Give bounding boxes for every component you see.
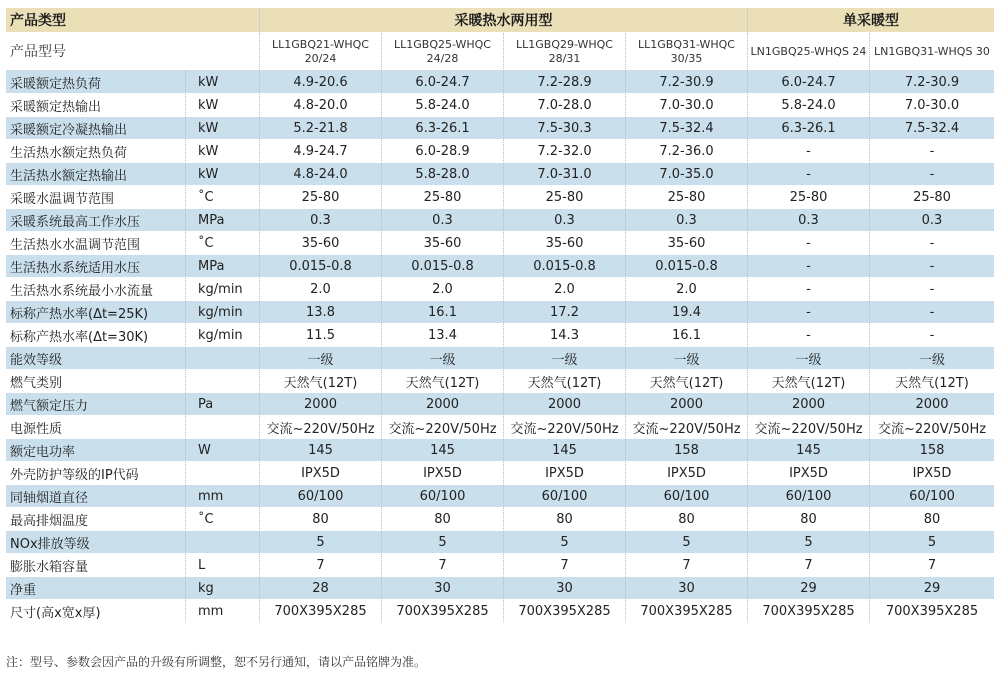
spec-value: - xyxy=(748,255,870,278)
spec-value: 60/100 xyxy=(260,485,382,508)
spec-unit: kW xyxy=(186,94,260,117)
spec-value: 7.5-32.4 xyxy=(626,117,748,140)
spec-value: 7.0-28.0 xyxy=(504,94,626,117)
model-cell: LN1GBQ25-WHQS 24 xyxy=(748,33,870,71)
spec-value: 一级 xyxy=(260,347,382,370)
spec-row xyxy=(6,416,994,439)
spec-value: 17.2 xyxy=(504,301,626,324)
spec-value: 145 xyxy=(504,439,626,462)
spec-row xyxy=(6,485,994,508)
spec-value: 交流~220V/50Hz xyxy=(260,416,382,439)
spec-unit: ˚C xyxy=(186,508,260,531)
spec-value: 35-60 xyxy=(504,232,626,255)
spec-value: 700X395X285 xyxy=(260,600,382,623)
spec-value: 2000 xyxy=(382,393,504,416)
spec-value: 7 xyxy=(626,554,748,577)
spec-value: 5 xyxy=(748,531,870,554)
spec-value: - xyxy=(748,232,870,255)
spec-value: 700X395X285 xyxy=(382,600,504,623)
model-cell: LL1GBQ31-WHQC 30/35 xyxy=(626,33,748,71)
spec-value: - xyxy=(748,163,870,186)
spec-unit: kg xyxy=(186,577,260,600)
spec-value: 80 xyxy=(748,508,870,531)
spec-value: 158 xyxy=(626,439,748,462)
spec-row xyxy=(6,232,994,255)
spec-row xyxy=(6,370,994,393)
spec-value: 7 xyxy=(870,554,994,577)
spec-value: 7.0-30.0 xyxy=(870,94,994,117)
spec-value: 7.5-32.4 xyxy=(870,117,994,140)
spec-value: 158 xyxy=(870,439,994,462)
spec-value: 6.3-26.1 xyxy=(382,117,504,140)
spec-row xyxy=(6,554,994,577)
header-row xyxy=(6,8,994,33)
spec-value: 一级 xyxy=(748,347,870,370)
spec-value: 7.2-28.9 xyxy=(504,71,626,94)
spec-unit: kW xyxy=(186,140,260,163)
product-type-header: 产品类型 xyxy=(6,8,260,33)
spec-value: 25-80 xyxy=(870,186,994,209)
spec-name: 生活热水额定热负荷 xyxy=(6,140,186,163)
spec-value: 2000 xyxy=(870,393,994,416)
spec-value: 5 xyxy=(870,531,994,554)
spec-value: IPX5D xyxy=(382,462,504,485)
spec-unit xyxy=(186,347,260,370)
spec-row xyxy=(6,186,994,209)
spec-value: - xyxy=(870,278,994,301)
spec-row xyxy=(6,209,994,232)
spec-value: 29 xyxy=(870,577,994,600)
spec-value: 5 xyxy=(260,531,382,554)
spec-value: 0.3 xyxy=(382,209,504,232)
spec-unit: kg/min xyxy=(186,278,260,301)
spec-value: 天然气(12T) xyxy=(504,370,626,393)
spec-value: 一级 xyxy=(504,347,626,370)
spec-value: 天然气(12T) xyxy=(382,370,504,393)
spec-value: 5 xyxy=(626,531,748,554)
spec-unit xyxy=(186,416,260,439)
spec-row xyxy=(6,393,994,416)
spec-value: 25-80 xyxy=(260,186,382,209)
spec-value: 16.1 xyxy=(626,324,748,347)
spec-name: 采暖额定冷凝热输出 xyxy=(6,117,186,140)
spec-unit: kg/min xyxy=(186,324,260,347)
spec-value: IPX5D xyxy=(626,462,748,485)
spec-value: 0.3 xyxy=(260,209,382,232)
spec-name: 生活热水水温调节范围 xyxy=(6,232,186,255)
spec-value: - xyxy=(748,301,870,324)
spec-value: IPX5D xyxy=(504,462,626,485)
spec-value: IPX5D xyxy=(748,462,870,485)
spec-value: 4.8-20.0 xyxy=(260,94,382,117)
spec-value: 60/100 xyxy=(504,485,626,508)
spec-row xyxy=(6,301,994,324)
spec-body xyxy=(6,71,994,623)
spec-value: 7.2-30.9 xyxy=(626,71,748,94)
spec-row xyxy=(6,439,994,462)
spec-value: 2000 xyxy=(260,393,382,416)
spec-row xyxy=(6,117,994,140)
spec-value: 5.8-24.0 xyxy=(748,94,870,117)
spec-value: 25-80 xyxy=(382,186,504,209)
spec-value: 0.015-0.8 xyxy=(504,255,626,278)
spec-unit: L xyxy=(186,554,260,577)
spec-value: 700X395X285 xyxy=(748,600,870,623)
spec-unit: kW xyxy=(186,163,260,186)
spec-row xyxy=(6,71,994,94)
spec-value: 6.0-24.7 xyxy=(748,71,870,94)
spec-value: 2000 xyxy=(626,393,748,416)
spec-value: 35-60 xyxy=(260,232,382,255)
spec-value: 30 xyxy=(626,577,748,600)
spec-unit: W xyxy=(186,439,260,462)
spec-value: 11.5 xyxy=(260,324,382,347)
spec-value: 5.2-21.8 xyxy=(260,117,382,140)
spec-row xyxy=(6,508,994,531)
spec-name: 净重 xyxy=(6,577,186,600)
spec-value: 0.015-0.8 xyxy=(626,255,748,278)
spec-value: 80 xyxy=(504,508,626,531)
spec-value: 一级 xyxy=(870,347,994,370)
spec-value: 2.0 xyxy=(626,278,748,301)
model-cell: LN1GBQ31-WHQS 30 xyxy=(870,33,994,71)
spec-name: 采暖额定热负荷 xyxy=(6,71,186,94)
spec-unit: ˚C xyxy=(186,186,260,209)
spec-value: 交流~220V/50Hz xyxy=(748,416,870,439)
spec-row xyxy=(6,255,994,278)
spec-value: 6.0-28.9 xyxy=(382,140,504,163)
spec-name: 最高排烟温度 xyxy=(6,508,186,531)
spec-value: 7 xyxy=(382,554,504,577)
spec-value: 一级 xyxy=(382,347,504,370)
spec-row xyxy=(6,600,994,623)
spec-value: 交流~220V/50Hz xyxy=(626,416,748,439)
spec-row xyxy=(6,278,994,301)
spec-value: - xyxy=(870,232,994,255)
spec-value: - xyxy=(870,255,994,278)
spec-unit: MPa xyxy=(186,209,260,232)
model-cell: LL1GBQ25-WHQC 24/28 xyxy=(382,33,504,71)
spec-unit: ˚C xyxy=(186,232,260,255)
spec-value: 7.0-31.0 xyxy=(504,163,626,186)
spec-value: 4.9-24.7 xyxy=(260,140,382,163)
spec-row xyxy=(6,324,994,347)
spec-value: 0.015-0.8 xyxy=(382,255,504,278)
spec-value: 30 xyxy=(382,577,504,600)
spec-value: 7.0-30.0 xyxy=(626,94,748,117)
spec-table xyxy=(6,8,994,623)
spec-value: 13.8 xyxy=(260,301,382,324)
spec-value: 80 xyxy=(870,508,994,531)
model-cell: LL1GBQ21-WHQC 20/24 xyxy=(260,33,382,71)
spec-name: 生活热水系统适用水压 xyxy=(6,255,186,278)
spec-value: 80 xyxy=(260,508,382,531)
spec-value: 天然气(12T) xyxy=(748,370,870,393)
spec-value: - xyxy=(870,140,994,163)
spec-value: 80 xyxy=(382,508,504,531)
spec-value: 13.4 xyxy=(382,324,504,347)
spec-value: 4.8-24.0 xyxy=(260,163,382,186)
spec-value: 700X395X285 xyxy=(626,600,748,623)
spec-row xyxy=(6,163,994,186)
spec-value: 4.9-20.6 xyxy=(260,71,382,94)
spec-value: 2.0 xyxy=(260,278,382,301)
spec-value: 35-60 xyxy=(626,232,748,255)
spec-value: 0.3 xyxy=(748,209,870,232)
spec-unit xyxy=(186,531,260,554)
spec-value: 14.3 xyxy=(504,324,626,347)
spec-value: IPX5D xyxy=(260,462,382,485)
spec-row xyxy=(6,140,994,163)
model-cell: LL1GBQ29-WHQC 28/31 xyxy=(504,33,626,71)
spec-value: 5 xyxy=(382,531,504,554)
spec-value: 0.3 xyxy=(504,209,626,232)
spec-value: 7.2-30.9 xyxy=(870,71,994,94)
spec-value: - xyxy=(748,140,870,163)
spec-value: 5 xyxy=(504,531,626,554)
spec-row xyxy=(6,462,994,485)
spec-value: 7.0-35.0 xyxy=(626,163,748,186)
spec-value: 2000 xyxy=(504,393,626,416)
spec-value: 5.8-24.0 xyxy=(382,94,504,117)
spec-value: 7 xyxy=(504,554,626,577)
spec-value: 700X395X285 xyxy=(504,600,626,623)
spec-value: 60/100 xyxy=(382,485,504,508)
spec-value: 60/100 xyxy=(626,485,748,508)
footnote: 注：型号、参数会因产品的升级有所调整，恕不另行通知，请以产品铭牌为准。 xyxy=(6,655,427,669)
spec-value: - xyxy=(748,278,870,301)
spec-name: 燃气额定压力 xyxy=(6,393,186,416)
spec-unit: Pa xyxy=(186,393,260,416)
spec-value: 60/100 xyxy=(870,485,994,508)
spec-name: 采暖额定热输出 xyxy=(6,94,186,117)
spec-name: 能效等级 xyxy=(6,347,186,370)
spec-row xyxy=(6,531,994,554)
spec-row xyxy=(6,347,994,370)
spec-name: 采暖系统最高工作水压 xyxy=(6,209,186,232)
spec-value: 0.3 xyxy=(870,209,994,232)
spec-value: 35-60 xyxy=(382,232,504,255)
spec-name: 外壳防护等级的IP代码 xyxy=(6,462,186,485)
spec-value: 天然气(12T) xyxy=(626,370,748,393)
spec-value: 0.015-0.8 xyxy=(260,255,382,278)
spec-value: 一级 xyxy=(626,347,748,370)
spec-unit: kW xyxy=(186,117,260,140)
spec-name: 采暖水温调节范围 xyxy=(6,186,186,209)
spec-value: 交流~220V/50Hz xyxy=(870,416,994,439)
spec-value: 29 xyxy=(748,577,870,600)
spec-value: 7.2-36.0 xyxy=(626,140,748,163)
spec-name: 生活热水系统最小水流量 xyxy=(6,278,186,301)
spec-value: IPX5D xyxy=(870,462,994,485)
spec-value: - xyxy=(870,324,994,347)
spec-value: 25-80 xyxy=(748,186,870,209)
spec-value: - xyxy=(870,301,994,324)
spec-value: 145 xyxy=(260,439,382,462)
spec-value: 700X395X285 xyxy=(870,600,994,623)
spec-value: 0.3 xyxy=(626,209,748,232)
spec-row xyxy=(6,94,994,117)
spec-value: 2.0 xyxy=(504,278,626,301)
spec-value: 28 xyxy=(260,577,382,600)
spec-name: 膨胀水箱容量 xyxy=(6,554,186,577)
spec-value: 2000 xyxy=(748,393,870,416)
spec-name: NOx排放等级 xyxy=(6,531,186,554)
spec-name: 生活热水额定热输出 xyxy=(6,163,186,186)
spec-value: 145 xyxy=(382,439,504,462)
spec-name: 尺寸(高x宽x厚) xyxy=(6,600,186,623)
spec-value: 7.2-32.0 xyxy=(504,140,626,163)
spec-unit: kW xyxy=(186,71,260,94)
spec-value: 80 xyxy=(626,508,748,531)
model-row xyxy=(6,33,994,71)
spec-name: 同轴烟道直径 xyxy=(6,485,186,508)
spec-value: 30 xyxy=(504,577,626,600)
spec-value: 60/100 xyxy=(748,485,870,508)
spec-value: 交流~220V/50Hz xyxy=(382,416,504,439)
spec-unit xyxy=(186,370,260,393)
spec-unit xyxy=(186,462,260,485)
group-header-heating-only: 单采暖型 xyxy=(748,8,994,33)
spec-name: 燃气类别 xyxy=(6,370,186,393)
spec-name: 额定电功率 xyxy=(6,439,186,462)
spec-unit: mm xyxy=(186,485,260,508)
spec-unit: kg/min xyxy=(186,301,260,324)
spec-value: 5.8-28.0 xyxy=(382,163,504,186)
spec-value: 19.4 xyxy=(626,301,748,324)
spec-value: 7 xyxy=(260,554,382,577)
spec-value: - xyxy=(748,324,870,347)
spec-value: 天然气(12T) xyxy=(870,370,994,393)
spec-name: 标称产热水率(Δt=25K) xyxy=(6,301,186,324)
group-header-heating-hotwater: 采暖热水两用型 xyxy=(260,8,748,33)
spec-value: 25-80 xyxy=(504,186,626,209)
spec-value: 6.3-26.1 xyxy=(748,117,870,140)
spec-value: 交流~220V/50Hz xyxy=(504,416,626,439)
spec-value: 2.0 xyxy=(382,278,504,301)
spec-row xyxy=(6,577,994,600)
spec-value: 25-80 xyxy=(626,186,748,209)
spec-value: 6.0-24.7 xyxy=(382,71,504,94)
spec-value: 145 xyxy=(748,439,870,462)
spec-value: 7 xyxy=(748,554,870,577)
spec-name: 标称产热水率(Δt=30K) xyxy=(6,324,186,347)
spec-unit: MPa xyxy=(186,255,260,278)
spec-name: 电源性质 xyxy=(6,416,186,439)
spec-value: 16.1 xyxy=(382,301,504,324)
spec-value: - xyxy=(870,163,994,186)
spec-unit: mm xyxy=(186,600,260,623)
model-label: 产品型号 xyxy=(6,33,260,71)
spec-value: 天然气(12T) xyxy=(260,370,382,393)
spec-value: 7.5-30.3 xyxy=(504,117,626,140)
